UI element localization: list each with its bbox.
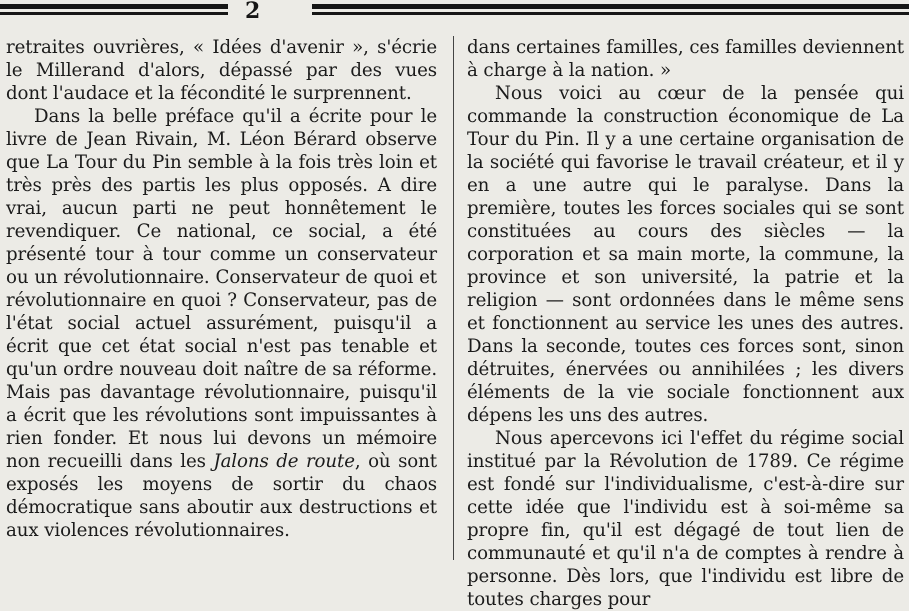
- paragraph: retraites ouvrières, « Idées d'avenir », s'écrie le Millerand d'alors, dépassé par des vues dont l'audace et la fécondité le surprennent.: [6, 37, 437, 104]
- paragraph: [6, 105, 437, 542]
- column-divider: [453, 36, 454, 560]
- right-column: [467, 36, 904, 610]
- page-number: 2: [245, 0, 261, 24]
- left-column: [6, 36, 437, 560]
- header-rule: [312, 4, 909, 9]
- paragraph: Nous apercevons ici l'effet du régime social institué par la Révolution de 1789. Ce régime est fondé sur l'individualisme, c'est-à-dire sur cette idée que l'individu est à soi-même sa propre fin, qu'il est dégagé de tout lien de communauté et qu'il n'a de comptes à rendre à personne. Dès lors, que l'individu est libre de toutes charges pour: [467, 428, 904, 610]
- paragraph: dans certaines familles, ces familles deviennent à charge à la nation. »: [467, 37, 904, 81]
- paragraph-text: Dans la belle préface qu'il a écrite pour le livre de Jean Rivain, M. Léon Bérard observe que La Tour du Pin semble à la fois très loin et très près des partis les plus opposés. A dire vrai, aucun parti ne peut honnêtement le revendiquer. Ce national, ce social, a été présenté tour à tour comme un conservateur ou un révolutionnaire. Conservateur de quoi et révolutionnaire en quoi ? Conservateur, pas de l'état social actuel assurément, puisqu'il a écrit que cet état social n'est pas tenable et qu'un ordre nouveau doit naître de sa réforme. Mais pas davantage révolutionnaire, puisqu'il a écrit que les révolutions sont impuissantes à rien fonder. Et nous lui devons un mémoire non recueilli dans les: [6, 106, 437, 472]
- paragraph-text: , où sont exposés les moyens de sortir du chaos démocratique sans aboutir aux destructions et aux violences révolutionnaires.: [6, 451, 437, 541]
- header-rule: [312, 12, 909, 15]
- paragraph: Nous voici au cœur de la pensée qui commande la construction économique de La Tour du Pin. Il y a une certaine organisation de la société qui favorise le travail créateur, et il y en a une autre qui le paralyse. Dans la première, toutes les forces sociales qui se sont constituées au cours des siècles — la corporation et sa main morte, la commune, la province et son université, la patrie et la religion — sont ordonnées dans le même sens et fonctionnent au service les unes des autres. Dans la seconde, toutes ces forces sont, sinon détruites, énervées ou annihilées ; les divers éléments de la vie sociale fonctionnent aux dépens les uns des autres.: [467, 83, 904, 426]
- header-rule: [0, 12, 228, 15]
- page-header: [0, 0, 909, 30]
- header-rule: [0, 4, 228, 9]
- book-title: Jalons de route: [213, 451, 355, 472]
